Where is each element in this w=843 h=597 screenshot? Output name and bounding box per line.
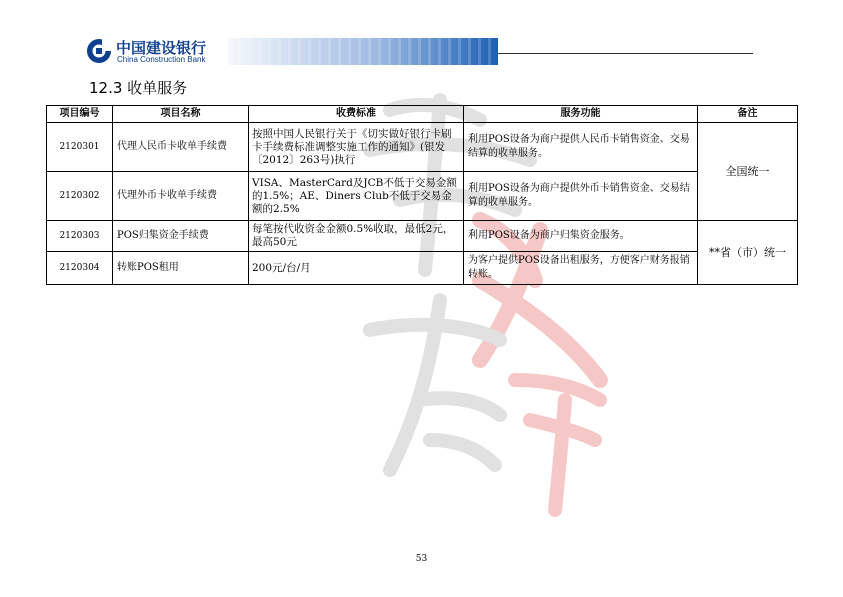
service-function: 利用POS设备为商户提供人民币卡销售资金、交易结算的收单服务。 [464, 123, 698, 172]
item-name: 转账POS租用 [113, 252, 249, 285]
item-name: 代理人民币卡收单手续费 [113, 123, 249, 172]
remark: **省（市）统一 [698, 221, 798, 285]
service-function: 为客户提供POS设备出租服务，方便客户财务报销转账。 [464, 252, 698, 285]
service-function: 利用POS设备为商户归集资金服务。 [464, 221, 698, 252]
col-header-standard: 收费标准 [249, 106, 464, 123]
header-rule [498, 53, 753, 54]
bank-name-cn: 中国建设银行 [116, 39, 207, 57]
item-name: POS归集资金手续费 [113, 221, 249, 252]
col-header-code: 项目编号 [47, 106, 113, 123]
item-code: 2120303 [47, 221, 113, 252]
item-name: 代理外币卡收单手续费 [113, 172, 249, 221]
table-row [47, 221, 798, 252]
fee-standard: 每笔按代收资金金额0.5%收取，最低2元，最高50元 [249, 221, 464, 252]
remark: 全国统一 [698, 123, 798, 221]
item-code: 2120301 [47, 123, 113, 172]
header-decoration [228, 38, 498, 65]
item-code: 2120302 [47, 172, 113, 221]
col-header-name: 项目名称 [113, 106, 249, 123]
fee-standard: VISA、MasterCard及JCB不低于交易金额的1.5%；AE、Diners Club不低于交易金额的2.5% [249, 172, 464, 221]
table-row [47, 123, 798, 172]
table-header-row [47, 106, 798, 123]
table-row [47, 172, 798, 221]
page-header [83, 36, 753, 68]
fee-table [46, 105, 798, 285]
ccb-logo-icon [86, 38, 112, 64]
service-function: 利用POS设备为商户提供外币卡销售资金、交易结算的收单服务。 [464, 172, 698, 221]
section-title: 12.3 收单服务 [89, 79, 188, 97]
bank-name-en: China Construction Bank [117, 55, 206, 64]
page-number: 53 [415, 554, 428, 564]
table-row [47, 252, 798, 285]
col-header-remark: 备注 [698, 106, 798, 123]
fee-standard: 按照中国人民银行关于《切实做好银行卡刷卡手续费标准调整实施工作的通知》(银发〔2012〕263号)执行 [249, 123, 464, 172]
fee-standard: 200元/台/月 [249, 252, 464, 285]
item-code: 2120304 [47, 252, 113, 285]
col-header-function: 服务功能 [464, 106, 698, 123]
